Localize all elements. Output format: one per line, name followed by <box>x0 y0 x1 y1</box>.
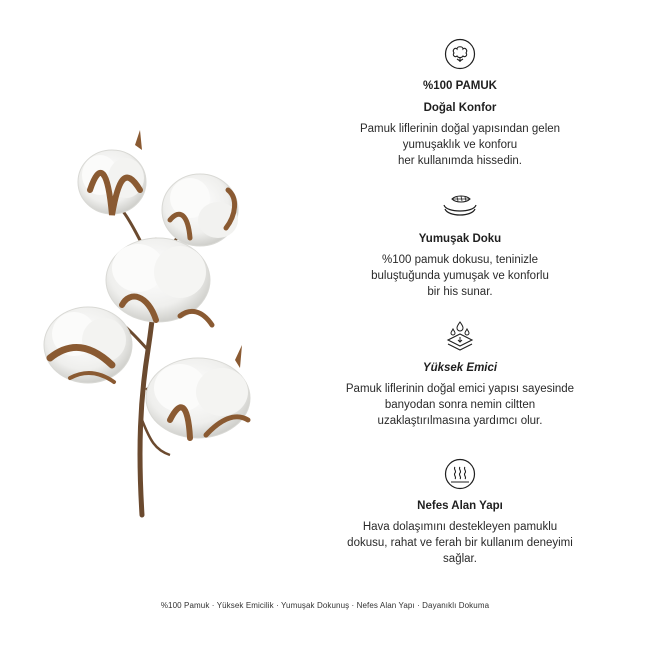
desc-line: %100 pamuk dokusu, teninizle <box>382 254 538 266</box>
desc-line: bir his sunar. <box>427 286 493 298</box>
desc-line: her kullanımda hissedin. <box>397 155 522 167</box>
desc-line: yumuşaklık ve konforu <box>402 139 518 151</box>
feature-title: Yüksek Emici <box>422 362 498 374</box>
feature-description <box>325 252 595 300</box>
cotton-boll <box>106 238 212 325</box>
breathable-fabric-icon <box>444 458 476 490</box>
feature-soft <box>325 191 595 300</box>
feature-description <box>325 519 595 567</box>
cotton-branch-illustration <box>30 120 270 530</box>
desc-line: Pamuk liflerinin doğal yapısından gelen <box>359 123 561 135</box>
feature-cotton <box>325 38 595 169</box>
water-drops-absorb-icon <box>444 320 476 352</box>
desc-line: uzaklaştırılmasına yardımcı olur. <box>377 415 543 427</box>
soft-feather-icon <box>440 191 480 223</box>
footer-features-summary: %100 Pamuk · Yüksek Emicilik · Yumuşak Dokunuş · Nefes Alan Yapı · Dayanıklı Dokuma <box>160 601 490 610</box>
feature-title: Yumuşak Doku <box>418 233 502 245</box>
cotton-boll <box>162 174 238 246</box>
desc-line: sağlar. <box>443 553 477 565</box>
desc-line: banyodan sonra nemin ciltten <box>384 399 536 411</box>
cotton-boll <box>146 345 250 438</box>
desc-line: Pamuk liflerinin doğal emici yapısı sayesinde <box>345 383 575 395</box>
feature-subtitle: Doğal Konfor <box>423 102 497 114</box>
cotton-flower-icon <box>444 38 476 70</box>
desc-line: dokusu, rahat ve ferah bir kullanım deneyimi <box>347 537 573 549</box>
cotton-boll <box>44 307 132 383</box>
feature-description <box>325 381 595 429</box>
feature-breathable <box>325 458 595 567</box>
desc-line: buluştuğunda yumuşak ve konforlu <box>371 270 549 282</box>
feature-description <box>325 121 595 169</box>
cotton-boll <box>78 130 146 215</box>
feature-absorbent <box>325 320 595 429</box>
feature-title: Nefes Alan Yapı <box>417 500 503 512</box>
feature-title: %100 PAMUK <box>423 80 497 92</box>
desc-line: Hava dolaşımını destekleyen pamuklu <box>362 521 558 533</box>
